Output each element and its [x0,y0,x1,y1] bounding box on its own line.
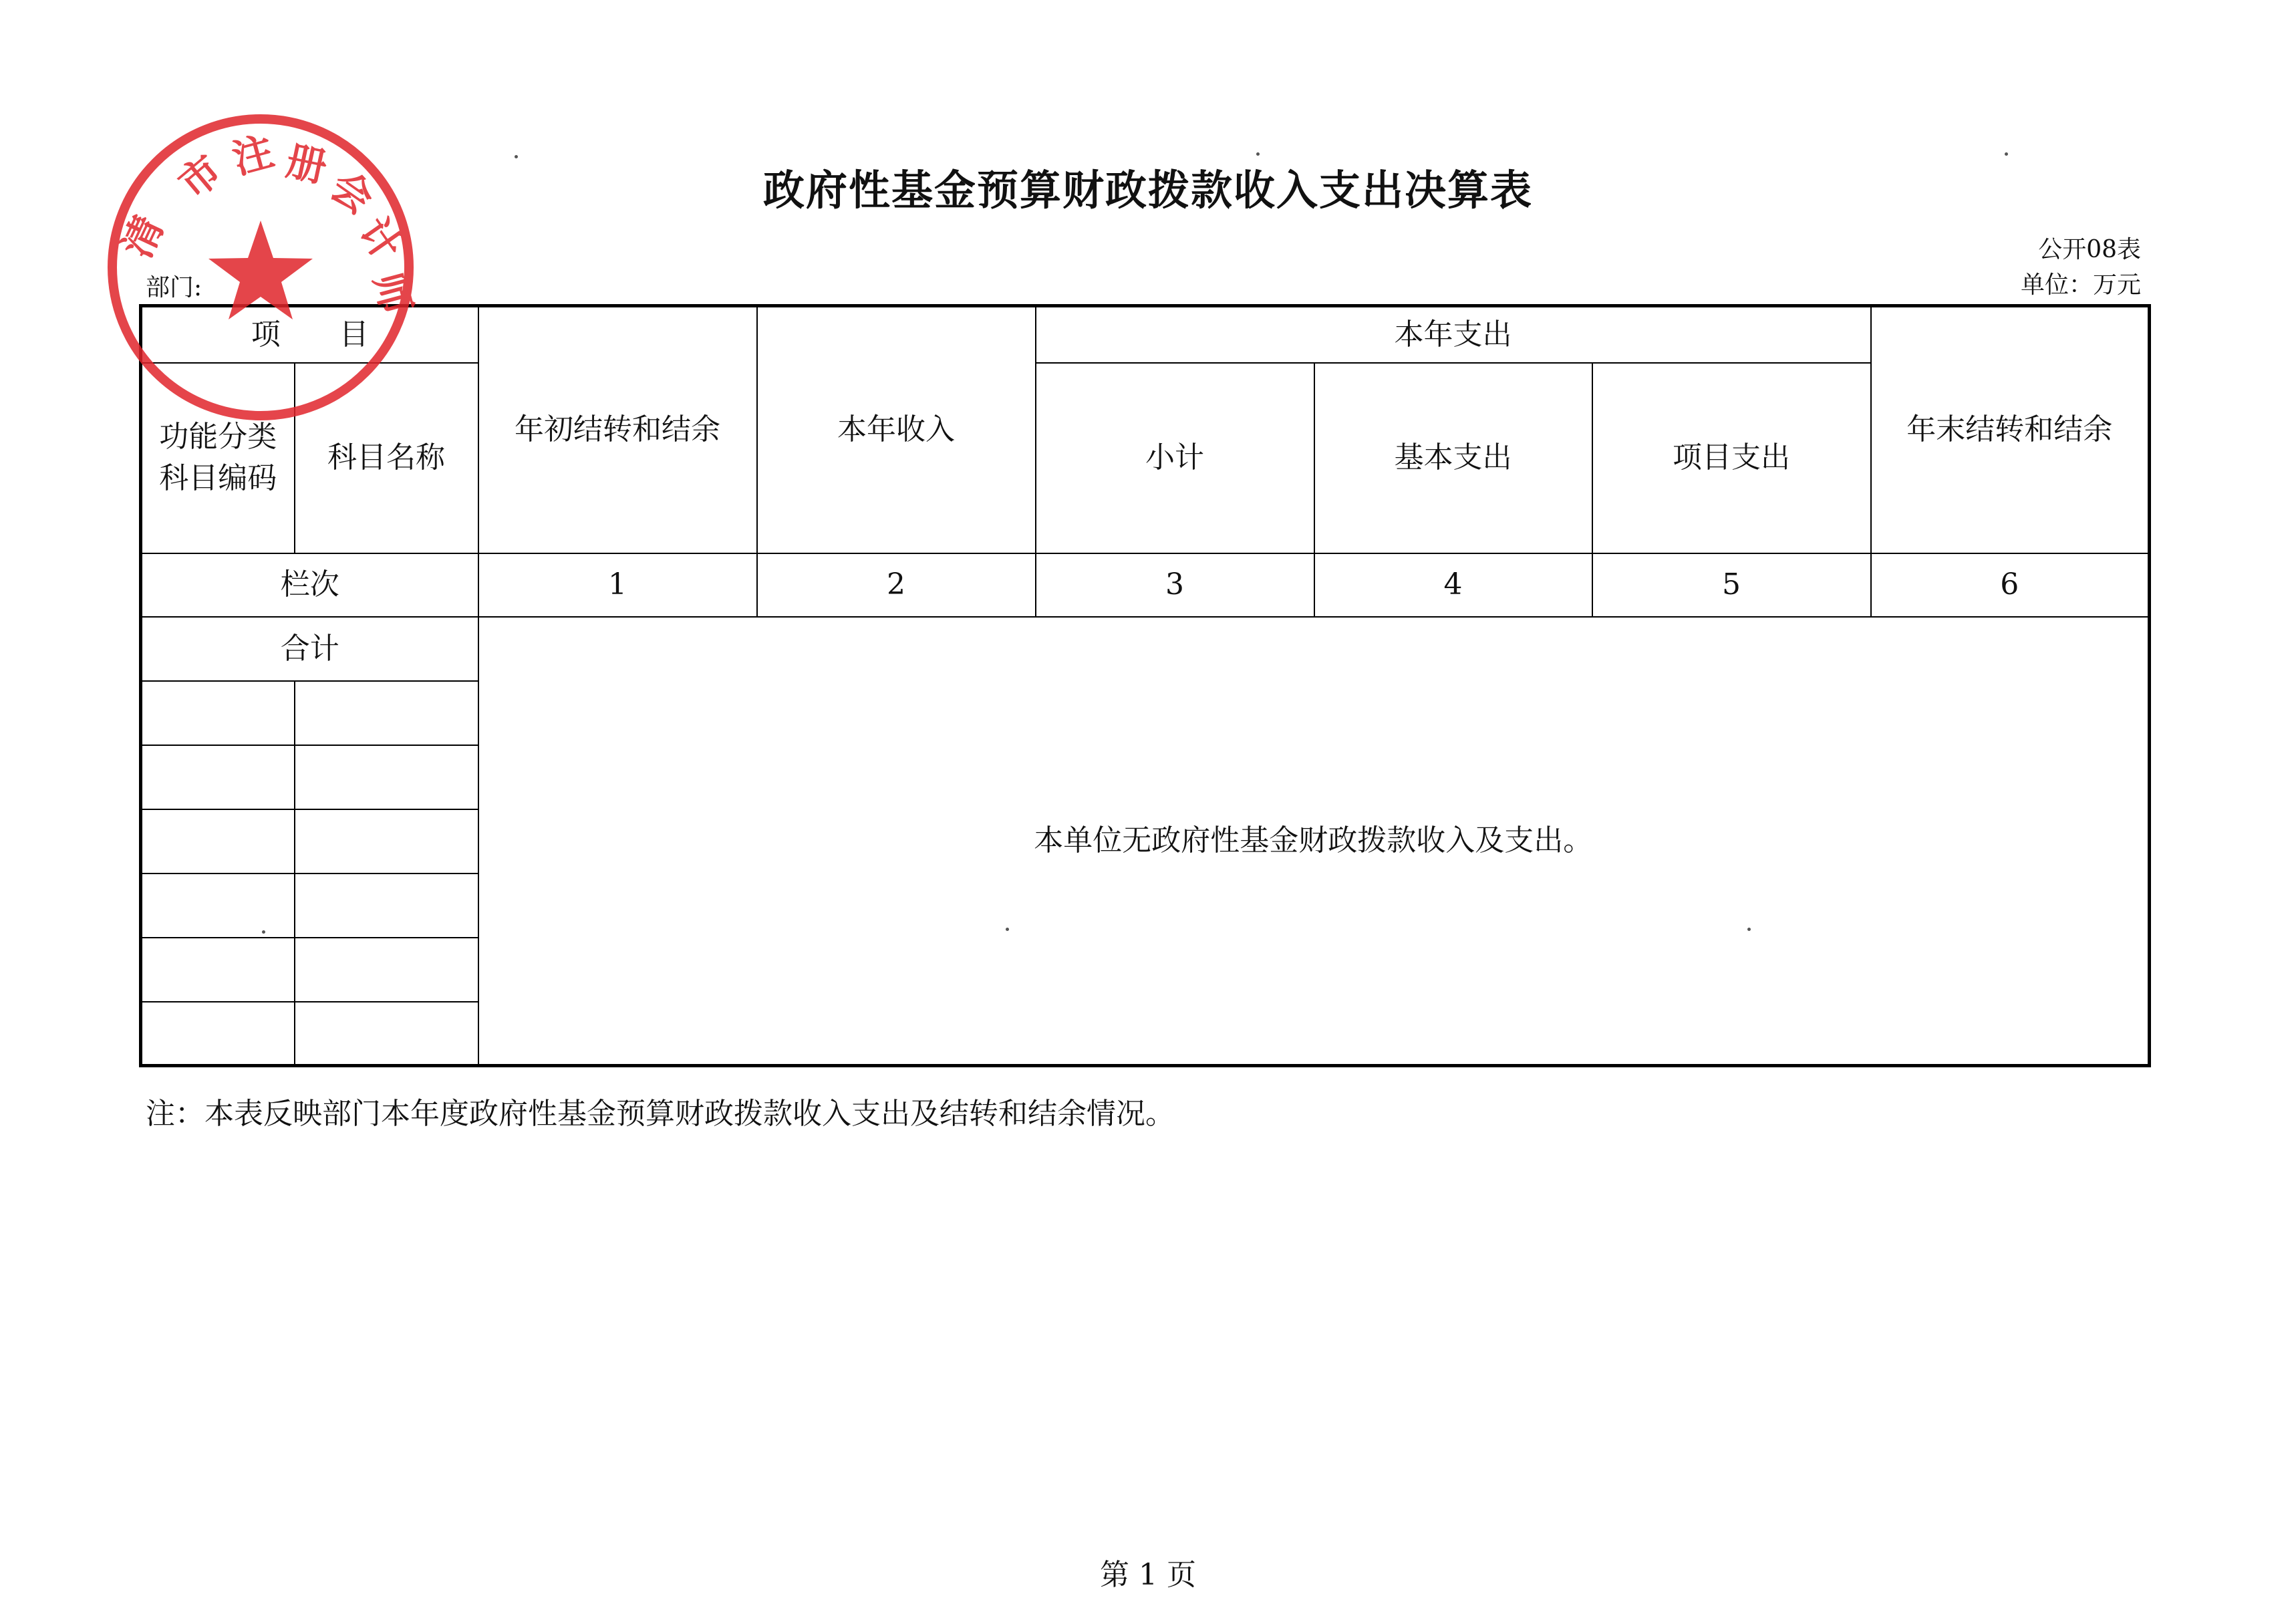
seal-star [208,221,313,319]
department-label: 部门: [146,274,202,301]
scan-speck [2005,152,2008,156]
official-seal-icon [100,107,421,428]
row-index-number: 5 [1592,553,1871,617]
svg-text:会: 会 [321,162,382,224]
row-index-number: 3 [1036,553,1314,617]
svg-text:清: 清 [114,209,173,265]
svg-text:市: 市 [170,146,231,209]
header-item: 项 目 [141,306,478,363]
scan-speck [1006,928,1009,931]
header-subject-name: 科目名称 [295,363,478,553]
total-label: 合计 [141,617,478,681]
blank-cell [295,874,478,938]
blank-cell [295,809,478,874]
document-title: 政府性基金预算财政拨款收入支出决算表 [762,166,1533,215]
scan-speck [1747,928,1751,931]
scan-speck [515,155,518,158]
row-index-label: 栏次 [141,553,478,617]
svg-text:册: 册 [281,138,331,192]
table-note: 注：本表反映部门本年度政府性基金预算财政拨款收入支出及结转和结余情况。 [146,1097,1175,1131]
blank-cell [141,874,295,938]
scan-speck [262,930,265,934]
svg-text:注: 注 [227,128,279,184]
blank-cell [141,745,295,809]
row-index-number: 2 [757,553,1036,617]
header-col4: 基本支出 [1314,363,1592,553]
row-index-number: 4 [1314,553,1592,617]
scan-speck [1256,152,1260,156]
blank-cell [141,809,295,874]
svg-text:计: 计 [349,209,411,269]
blank-cell [295,1002,478,1066]
header-expenditure-group: 本年支出 [1036,306,1871,363]
blank-cell [141,938,295,1002]
blank-cell [141,681,295,745]
header-function-code: 功能分类科目编码 [141,363,295,553]
header-col2: 本年收入 [757,306,1036,553]
empty-message: 本单位无政府性基金财政拨款收入及支出。 [478,617,2150,1066]
blank-cell [295,681,478,745]
blank-cell [141,1002,295,1066]
header-col1: 年初结转和结余 [478,306,757,553]
header-col3: 小计 [1036,363,1314,553]
blank-cell [295,745,478,809]
header-col6: 年末结转和结余 [1871,306,2150,553]
budget-table [139,304,2151,1067]
row-index-number: 1 [478,553,757,617]
page-number: 第 1 页 [1100,1558,1196,1592]
blank-cell [295,938,478,1002]
row-index-number: 6 [1871,553,2150,617]
form-code: 公开08表 [2038,236,2141,263]
unit-label: 单位：万元 [2020,271,2141,299]
svg-text:师: 师 [364,267,420,319]
header-col5: 项目支出 [1592,363,1871,553]
